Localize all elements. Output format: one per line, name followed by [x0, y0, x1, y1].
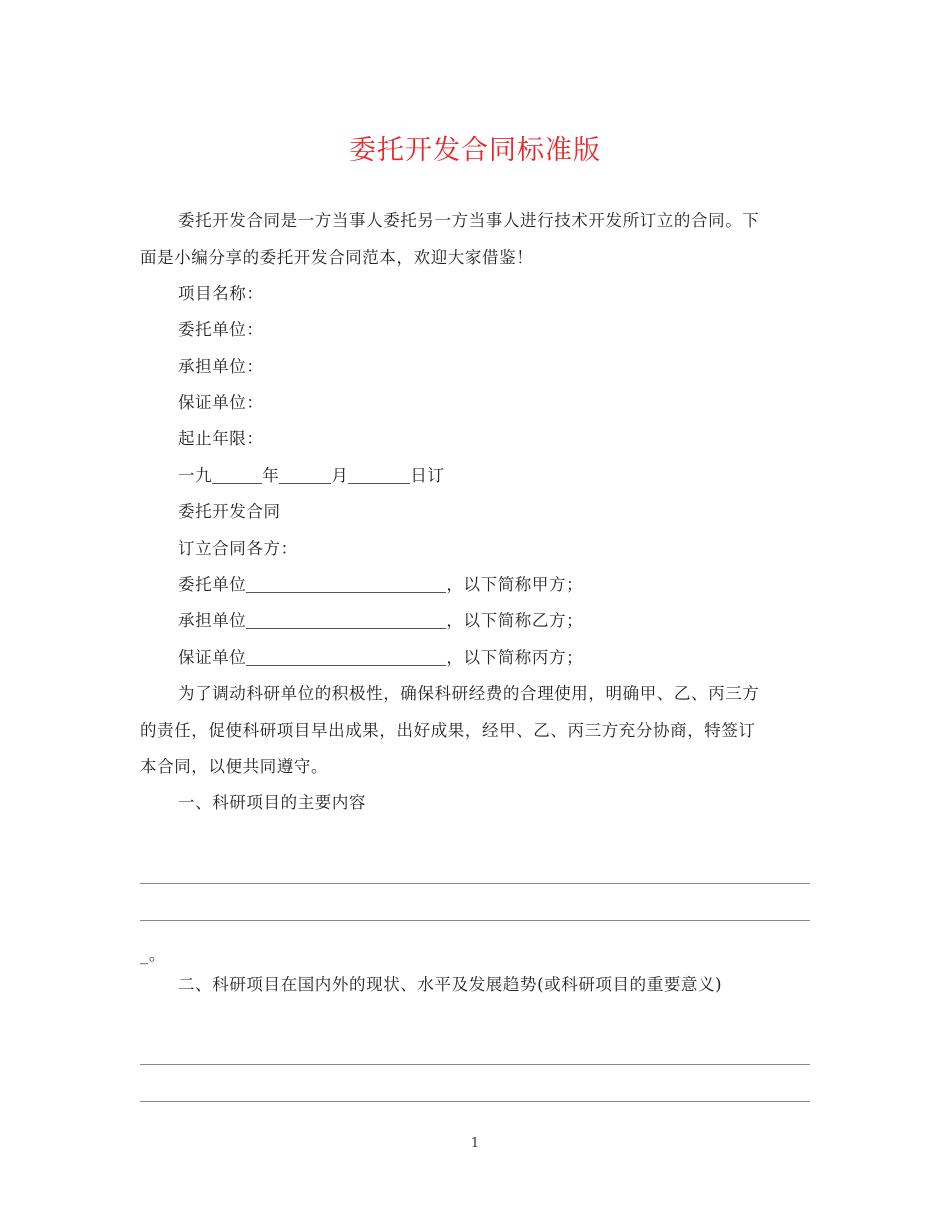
field-project-name: 项目名称：: [178, 284, 264, 303]
party-contractor-label: 承担单位: [178, 611, 247, 630]
party-guarantor-blank: [246, 647, 446, 666]
party-client-line: [178, 567, 812, 604]
field-guarantor-unit: 保证单位：: [178, 393, 264, 412]
purpose-line-1: 为了调动科研单位的积极性，确保科研经费的合理使用，明确甲、乙、丙三方: [178, 684, 760, 703]
document-title: 委托开发合同标准版: [349, 135, 601, 166]
intro-line-2: 面是小编分享的委托开发合同范本，欢迎大家借鉴！: [140, 248, 534, 267]
purpose-line-2: 的责任，促使科研项目早出成果，出好成果，经甲、乙、丙三方充分协商，特签订: [140, 721, 756, 740]
section-1-rule-1: [140, 883, 810, 884]
party-client-blank: [246, 574, 446, 593]
party-guarantor-label: 保证单位: [178, 648, 247, 667]
page-number: 1: [470, 1136, 480, 1151]
field-contractor-unit: 承担单位：: [178, 357, 264, 376]
field-client-unit: 委托单位：: [178, 320, 264, 339]
section-2-rule-1: [140, 1064, 810, 1065]
field-period: 起止年限：: [178, 429, 264, 448]
month-blank: [279, 465, 331, 484]
day-blank: [348, 465, 410, 484]
date-month: 月: [331, 466, 349, 485]
section-2-rule-2: [140, 1101, 810, 1102]
party-contractor-suffix: ，以下简称乙方；: [446, 611, 584, 630]
section-1-end-mark: _。: [140, 945, 166, 964]
date-year: 年: [262, 466, 280, 485]
contract-name: 委托开发合同: [178, 502, 281, 521]
parties-heading: 订立合同各方：: [178, 539, 298, 558]
party-guarantor-line: [178, 640, 812, 677]
section-1-rule-2: [140, 920, 810, 921]
year-blank: [212, 465, 262, 484]
intro-line-1: 委托开发合同是一方当事人委托另一方当事人进行技术开发所订立的合同。下: [178, 211, 760, 230]
party-contractor-line: [178, 603, 812, 640]
section-1-heading: 一、科研项目的主要内容: [178, 793, 367, 812]
party-contractor-blank: [246, 610, 446, 629]
date-day-sign: 日订: [410, 466, 445, 485]
party-client-suffix: ，以下简称甲方；: [446, 575, 584, 594]
party-guarantor-suffix: ，以下简称丙方；: [446, 648, 584, 667]
party-client-label: 委托单位: [178, 575, 247, 594]
section-2-heading: 二、科研项目在国内外的现状、水平及发展趋势(或科研项目的重要意义): [178, 975, 723, 994]
date-prefix: 一九: [178, 466, 213, 485]
date-line: [178, 458, 812, 495]
purpose-line-3: 本合同，以便共同遵守。: [140, 757, 329, 776]
